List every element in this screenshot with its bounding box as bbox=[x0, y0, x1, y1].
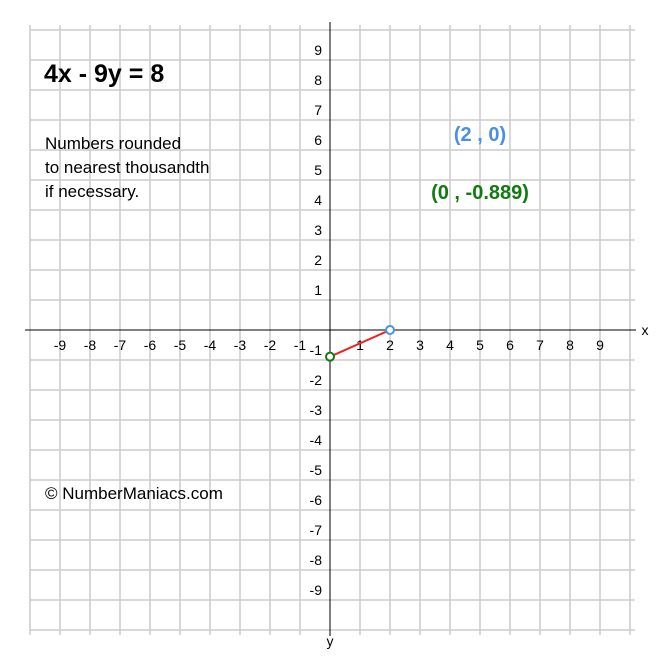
y-tick-label: -8 bbox=[309, 552, 322, 568]
x-tick-label: 3 bbox=[416, 337, 424, 353]
copyright-text: © NumberManiacs.com bbox=[45, 484, 223, 503]
y-tick-label: 1 bbox=[314, 282, 322, 298]
y-tick-label: 5 bbox=[314, 162, 322, 178]
note-line: Numbers rounded bbox=[45, 134, 182, 153]
x-tick-label: 4 bbox=[446, 337, 454, 353]
x-axis-label: x bbox=[641, 322, 649, 338]
x-tick-label: -2 bbox=[263, 337, 277, 353]
x-tick-label: -5 bbox=[173, 337, 187, 353]
y-tick-label: 2 bbox=[314, 252, 322, 268]
y-intercept-label: (0 , -0.889) bbox=[431, 182, 529, 204]
y-tick-label: -2 bbox=[309, 372, 322, 388]
x-tick-label: 8 bbox=[566, 337, 574, 353]
y-tick-label: 7 bbox=[314, 102, 322, 118]
x-tick-label: 6 bbox=[506, 337, 514, 353]
x-tick-label: -3 bbox=[233, 337, 247, 353]
x-intercept-point bbox=[386, 326, 394, 334]
y-tick-label: -9 bbox=[309, 582, 322, 598]
x-tick-label: 7 bbox=[536, 337, 544, 353]
y-tick-label: -3 bbox=[309, 402, 322, 418]
rounding-note bbox=[45, 132, 209, 204]
y-tick-label: 6 bbox=[314, 132, 322, 148]
y-tick-label: -5 bbox=[309, 462, 322, 478]
x-tick-label: -6 bbox=[143, 337, 157, 353]
axes bbox=[25, 22, 649, 649]
y-tick-label: 4 bbox=[314, 192, 322, 208]
equation-title: 4x - 9y = 8 bbox=[44, 60, 165, 88]
y-tick-label: 3 bbox=[314, 222, 322, 238]
note-line: if necessary. bbox=[45, 182, 140, 201]
x-tick-label: -7 bbox=[113, 337, 127, 353]
y-axis-label: y bbox=[326, 633, 334, 649]
y-tick-label: 9 bbox=[314, 42, 322, 58]
x-tick-label: 5 bbox=[476, 337, 484, 353]
x-tick-label: 1 bbox=[356, 337, 364, 353]
y-tick-label: -7 bbox=[309, 522, 322, 538]
y-intercept-point bbox=[326, 353, 334, 361]
x-tick-label: -4 bbox=[203, 337, 217, 353]
x-tick-label: -1 bbox=[293, 337, 307, 353]
note-line: to nearest thousandth bbox=[45, 158, 210, 177]
x-intercept-label: (2 , 0) bbox=[453, 124, 507, 146]
x-tick-label: -9 bbox=[53, 337, 67, 353]
x-tick-label: 2 bbox=[386, 337, 394, 353]
y-tick-label: 8 bbox=[314, 72, 322, 88]
x-tick-label: -8 bbox=[83, 337, 97, 353]
y-tick-label: -4 bbox=[309, 432, 322, 448]
y-tick-label: -6 bbox=[309, 492, 322, 508]
y-tick-label: -1 bbox=[309, 342, 322, 358]
x-tick-label: 9 bbox=[596, 337, 604, 353]
